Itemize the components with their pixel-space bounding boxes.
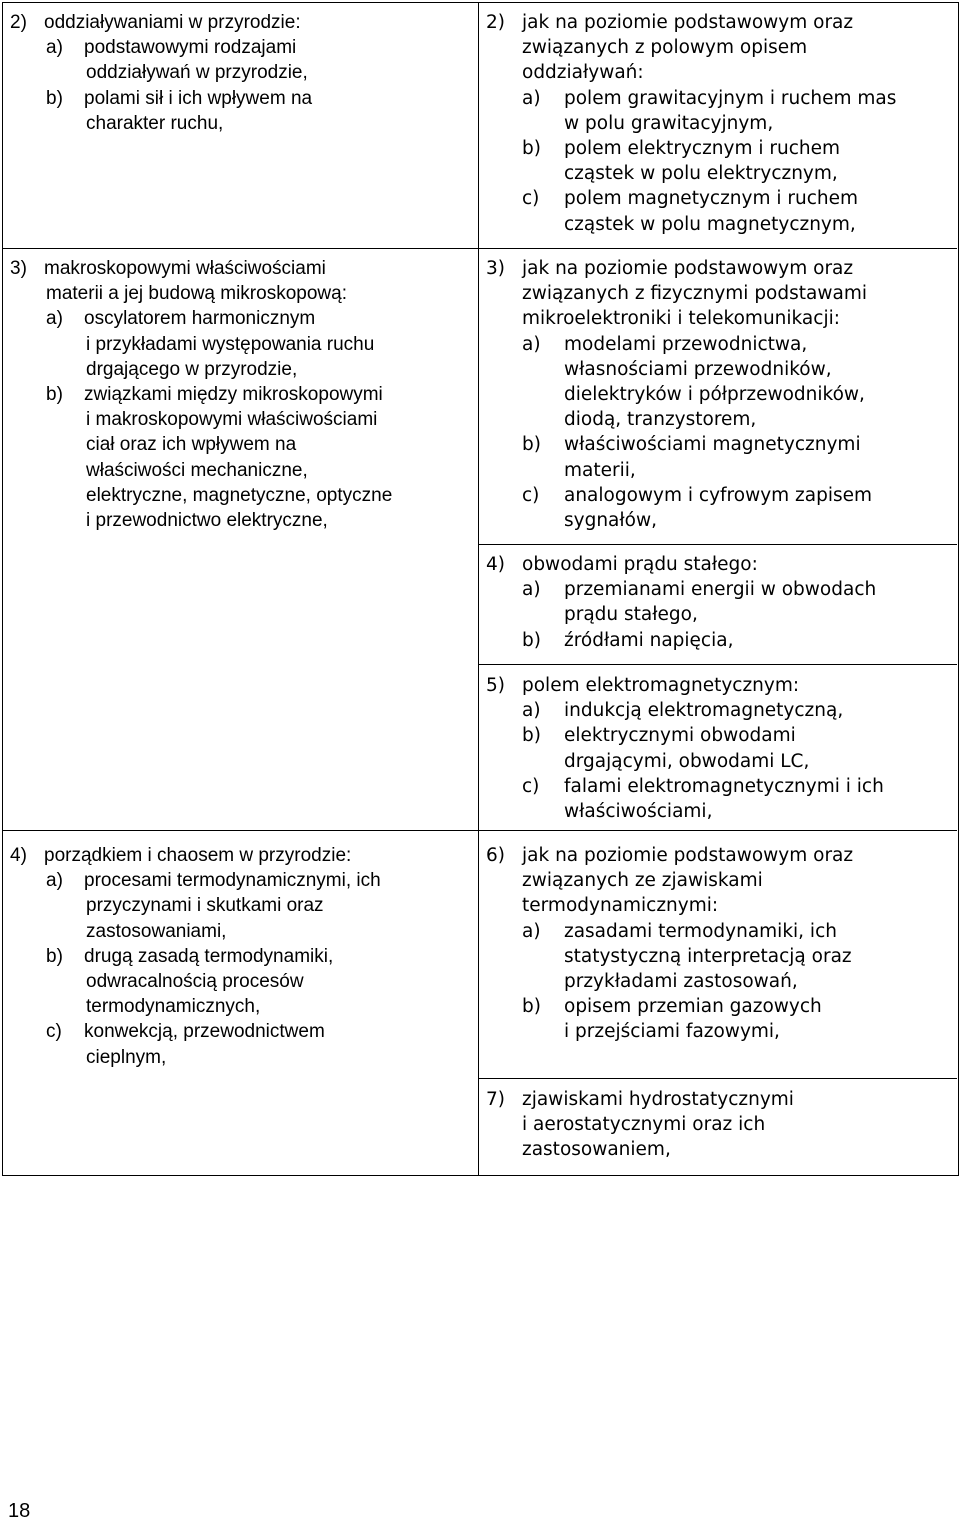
line-text: przyczynami i skutkami oraz [86, 895, 324, 917]
line-text: materii a jej budową mikroskopową: [46, 283, 347, 305]
text-line [486, 432, 872, 457]
text-line [486, 774, 884, 799]
line-text: związanych z fizycznymi podstawami [522, 283, 867, 305]
text-line [10, 868, 381, 893]
sub-item-letter: a) [522, 333, 541, 355]
text-line [486, 136, 896, 161]
line-text: oddziaływań w przyrodzie, [86, 62, 308, 84]
sub-item-letter: a) [522, 920, 541, 942]
sub-item-letter: a) [522, 579, 541, 601]
text-line [10, 111, 312, 136]
text-line [10, 1019, 381, 1044]
text-line [10, 893, 381, 918]
row-separator [478, 664, 957, 665]
text-line [10, 60, 312, 85]
sub-item-letter: b) [46, 87, 63, 109]
left-section-4 [10, 843, 381, 1070]
line-text: i przykładami występowania ruchu [86, 333, 375, 355]
text-line [486, 256, 872, 281]
line-text: źródłami napięcia, [564, 629, 734, 651]
left-section-3 [10, 256, 392, 533]
sub-item-letter: b) [522, 629, 541, 651]
sub-item-letter: c) [522, 188, 540, 210]
sub-item-letter: c) [522, 775, 540, 797]
text-line [486, 186, 896, 211]
line-text: zjawiskami hydrostatycznymi [522, 1089, 794, 1110]
column-divider [478, 2, 479, 1175]
text-line [486, 382, 872, 407]
line-text: polem elektrycznym i ruchem [564, 137, 841, 159]
text-line [10, 281, 392, 306]
right-section-7 [486, 1087, 794, 1163]
text-line [10, 306, 392, 331]
line-text: termodynamicznymi: [522, 895, 719, 917]
text-line [486, 111, 896, 136]
line-text: właściwości mechaniczne, [86, 459, 308, 481]
line-text: oddziaływań: [522, 62, 644, 84]
line-text: i przewodnictwo elektryczne, [86, 509, 328, 531]
line-text: związanych ze zjawiskami [522, 870, 763, 892]
line-text: właściwościami magnetycznymi [564, 434, 861, 456]
text-line [10, 483, 392, 508]
line-text: falami elektromagnetycznymi i ich [564, 775, 884, 797]
line-text: drugą zasadą termodynamiki, [84, 945, 334, 967]
row-separator [478, 1078, 957, 1079]
text-line [10, 969, 381, 994]
text-line [10, 332, 392, 357]
text-line [486, 161, 896, 186]
sub-item-letter: b) [522, 137, 541, 159]
text-line [486, 35, 896, 60]
text-line [10, 843, 381, 868]
text-line [486, 843, 853, 868]
sub-item-letter: b) [522, 725, 541, 747]
line-text: statystyczną interpretacją oraz [564, 945, 852, 967]
text-line [10, 407, 392, 432]
row-separator [2, 830, 479, 831]
line-text: polem grawitacyjnym i ruchem mas [564, 87, 897, 109]
line-text: termodynamicznych, [86, 996, 261, 1018]
line-text: makroskopowymi właściwościami [44, 258, 326, 279]
text-line [486, 332, 872, 357]
text-line [486, 1087, 794, 1112]
sub-item-letter: a) [46, 308, 63, 330]
text-line [486, 969, 853, 994]
line-text: związanych z polowym opisem [522, 37, 808, 59]
sub-item-letter: b) [522, 996, 541, 1018]
line-text: cząstek w polu magnetycznym, [564, 213, 856, 235]
text-line [10, 458, 392, 483]
item-number: 7) [486, 1089, 505, 1110]
text-line [486, 306, 872, 331]
text-line [486, 552, 876, 577]
line-text: procesami termodynamicznymi, ich [84, 870, 381, 892]
text-line [486, 1137, 794, 1162]
item-number: 6) [486, 845, 505, 866]
text-line [486, 868, 853, 893]
text-line [10, 1045, 381, 1070]
text-line [10, 432, 392, 457]
text-line [10, 35, 312, 60]
line-text: i aerostatycznymi oraz ich [522, 1114, 766, 1136]
text-line [486, 458, 872, 483]
right-section-3 [486, 256, 872, 533]
line-text: zastosowaniem, [522, 1139, 671, 1161]
sub-item-letter: b) [522, 434, 541, 456]
text-line [486, 60, 896, 85]
line-text: właściwościami, [564, 800, 713, 822]
text-line [10, 382, 392, 407]
sub-item-letter: b) [46, 945, 63, 967]
line-text: prądu stałego, [564, 604, 698, 626]
line-text: jak na poziomie podstawowym oraz [522, 845, 854, 866]
line-text: jak na poziomie podstawowym oraz [522, 258, 854, 279]
text-line [10, 994, 381, 1019]
text-line [486, 1112, 794, 1137]
line-text: polami sił i ich wpływem na [84, 87, 313, 109]
line-text: związkami między mikroskopowymi [84, 383, 383, 405]
line-text: jak na poziomie podstawowym oraz [522, 12, 854, 33]
line-text: polem magnetycznym i ruchem [564, 188, 859, 210]
row-separator [478, 544, 957, 545]
text-line [10, 256, 392, 281]
line-text: drgającymi, obwodami LC, [564, 750, 810, 772]
line-text: polem elektromagnetycznym: [522, 675, 800, 696]
sub-item-letter: b) [46, 383, 63, 405]
text-line [10, 944, 381, 969]
text-line [486, 628, 876, 653]
item-number: 5) [486, 675, 505, 696]
text-line [10, 357, 392, 382]
line-text: podstawowymi rodzajami [84, 37, 297, 59]
text-line [486, 483, 872, 508]
text-line [486, 919, 853, 944]
line-text: materii, [564, 459, 636, 481]
line-text: analogowym i cyfrowym zapisem [564, 484, 873, 506]
sub-item-letter: a) [522, 700, 541, 722]
text-line [10, 919, 381, 944]
line-text: ciał oraz ich wpływem na [86, 434, 297, 456]
sub-item-letter: c) [46, 1021, 62, 1043]
line-text: sygnałów, [564, 509, 657, 531]
line-text: indukcją elektromagnetyczną, [564, 700, 844, 722]
text-line [486, 994, 853, 1019]
sub-item-letter: c) [522, 484, 540, 506]
row-separator [2, 248, 479, 249]
line-text: przykładami zastosowań, [564, 970, 798, 992]
text-line [486, 749, 884, 774]
right-section-4 [486, 552, 876, 653]
line-text: i przejściami fazowymi, [564, 1021, 780, 1043]
right-section-6 [486, 843, 853, 1045]
sub-item-letter: a) [522, 87, 541, 109]
line-text: opisem przemian gazowych [564, 996, 822, 1018]
line-text: zasadami termodynamiki, ich [564, 920, 837, 942]
text-line [486, 673, 884, 698]
text-line [486, 602, 876, 627]
text-line [486, 407, 872, 432]
text-line [10, 508, 392, 533]
line-text: elektryczne, magnetyczne, optyczne [86, 484, 393, 506]
line-text: mikroelektroniki i telekomunikacji: [522, 308, 840, 330]
line-text: w polu grawitacyjnym, [564, 112, 774, 134]
left-section-2 [10, 10, 312, 136]
text-line [486, 799, 884, 824]
line-text: obwodami prądu stałego: [522, 554, 758, 575]
line-text: modelami przewodnictwa, [564, 333, 808, 355]
text-line [486, 944, 853, 969]
text-line [486, 357, 872, 382]
text-line [486, 508, 872, 533]
line-text: odwracalnością procesów [86, 970, 304, 992]
sub-item-letter: a) [46, 37, 63, 59]
row-separator [478, 830, 957, 831]
item-number: 2) [486, 12, 505, 33]
line-text: konwekcją, przewodnictwem [84, 1021, 325, 1043]
sub-item-letter: a) [46, 870, 63, 892]
text-line [486, 86, 896, 111]
item-number: 3) [10, 258, 27, 279]
line-text: cząstek w polu elektrycznym, [564, 163, 838, 185]
line-text: elektrycznymi obwodami [564, 725, 796, 747]
text-line [486, 698, 884, 723]
line-text: drgającego w przyrodzie, [86, 358, 298, 380]
line-text: cieplnym, [86, 1046, 167, 1068]
line-text: charakter ruchu, [86, 112, 224, 134]
line-text: dielektryków i półprzewodników, [564, 383, 865, 405]
line-text: przemianami energii w obwodach [564, 579, 877, 601]
line-text: oscylatorem harmonicznym [84, 308, 316, 330]
text-line [486, 893, 853, 918]
right-section-5 [486, 673, 884, 824]
line-text: porządkiem i chaosem w przyrodzie: [44, 845, 352, 866]
line-text: własnościami przewodników, [564, 358, 832, 380]
text-line [486, 723, 884, 748]
line-text: oddziaływaniami w przyrodzie: [44, 12, 301, 33]
text-line [486, 10, 896, 35]
item-number: 4) [486, 554, 505, 575]
page-number: 18 [8, 1500, 31, 1522]
text-line [486, 281, 872, 306]
line-text: diodą, tranzystorem, [564, 409, 757, 431]
item-number: 2) [10, 12, 27, 33]
line-text: zastosowaniami, [86, 920, 227, 942]
text-line [486, 1019, 853, 1044]
item-number: 4) [10, 845, 27, 866]
line-text: i makroskopowymi właściwościami [86, 409, 378, 431]
text-line [486, 212, 896, 237]
row-separator [478, 248, 957, 249]
right-section-2 [486, 10, 896, 237]
text-line [10, 86, 312, 111]
text-line [486, 577, 876, 602]
item-number: 3) [486, 258, 505, 279]
text-line [10, 10, 312, 35]
